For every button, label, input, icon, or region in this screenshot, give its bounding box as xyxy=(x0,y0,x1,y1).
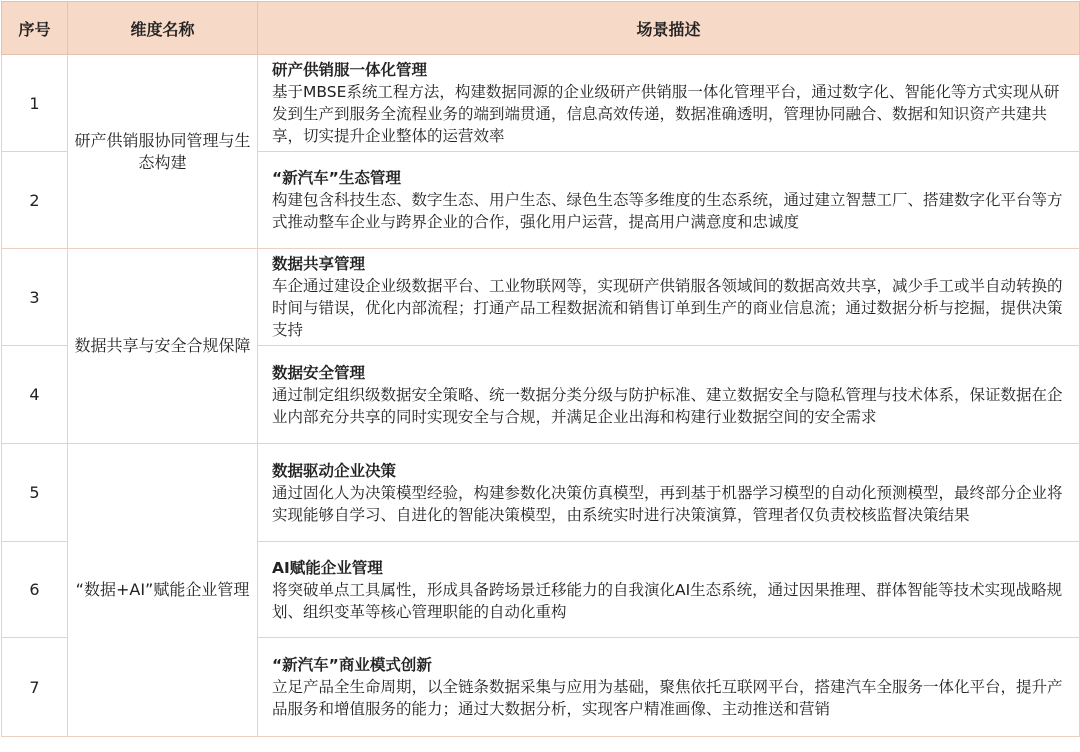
scenario-text: 基于MBSE系统工程方法，构建数据同源的企业级研产供销服一体化管理平台，通过数字化、智能化等方式实现从研发到生产到服务全流程业务的端到端贯通，信息高效传递，数据准确透明，管理协同融合、数据和知识资产共建共享，切实提升企业整体的运营效率 xyxy=(272,83,1060,145)
row-index: 5 xyxy=(2,444,68,542)
scenario-text: 立足产品全生命周期，以全链条数据采集与应用为基础，聚焦依托互联网平台，搭建汽车全服务一体化平台，提升产品服务和增值服务的能力；通过大数据分析，实现客户精准画像、主动推送和营销 xyxy=(272,678,1063,718)
scenario-title: “新汽车”生态管理 xyxy=(272,169,401,187)
header-scenario: 场景描述 xyxy=(258,2,1080,55)
scenario-text: 将突破单点工具属性，形成具备跨场景迁移能力的自我演化AI生态系统，通过因果推理、群体智能等技术实现战略规划、组织变革等核心管理职能的自动化重构 xyxy=(272,580,1063,621)
scenario-title: 研产供销服一体化管理 xyxy=(272,61,428,79)
dimension-cell: 研产供销服协同管理与生态构建 xyxy=(68,55,258,249)
scenario-title: 数据安全管理 xyxy=(272,363,366,382)
row-index: 1 xyxy=(2,55,68,152)
scenario-cell xyxy=(258,444,1080,542)
table-row xyxy=(2,55,1080,152)
scenario-title: 数据驱动企业决策 xyxy=(272,461,397,480)
scenario-title: 数据共享管理 xyxy=(272,255,366,273)
scenario-text: 构建包含科技生态、数字生态、用户生态、绿色生态等多维度的生态系统，通过建立智慧工厂、搭建数字化平台等方式推动整车企业与跨界企业的合作，强化用户运营，提高用户满意度和忠诚度 xyxy=(272,191,1063,231)
scenario-text: 通过固化人为决策模型经验，构建参数化决策仿真模型，再到基于机器学习模型的自动化预测模型，最终部分企业将实现能够自学习、自进化的智能决策模型，由系统实时进行决策演算，管理者仅负责校核监督决策结果 xyxy=(272,483,1063,524)
table-row xyxy=(2,249,1080,346)
scenario-title: AI赋能企业管理 xyxy=(272,558,383,577)
scenario-cell xyxy=(258,152,1080,249)
row-index: 4 xyxy=(2,346,68,444)
row-index: 6 xyxy=(2,542,68,638)
row-index: 7 xyxy=(2,638,68,737)
scenario-cell xyxy=(258,55,1080,152)
row-index: 3 xyxy=(2,249,68,346)
scenario-cell xyxy=(258,249,1080,346)
scenario-cell xyxy=(258,638,1080,737)
scenario-text: 通过制定组织级数据安全策略、统一数据分类分级与防护标准、建立数据安全与隐私管理与技术体系，保证数据在企业内部充分共享的同时实现安全与合规，并满足企业出海和构建行业数据空间的安全需求 xyxy=(272,385,1063,426)
dimension-cell: 数据共享与安全合规保障 xyxy=(68,249,258,444)
header-index: 序号 xyxy=(2,2,68,55)
row-index: 2 xyxy=(2,152,68,249)
scenario-text: 车企通过建设企业级数据平台、工业物联网等，实现研产供销服各领域间的数据高效共享，减少手工或半自动转换的时间与错误，优化内部流程；打通产品工程数据流和销售订单到生产的商业信息流；通过数据分析与挖掘，提供决策支持 xyxy=(272,277,1063,339)
scenario-cell xyxy=(258,542,1080,638)
table-row xyxy=(2,444,1080,542)
table-header-row xyxy=(2,2,1080,55)
dimension-cell: “数据+AI”赋能企业管理 xyxy=(68,444,258,737)
header-dimension: 维度名称 xyxy=(68,2,258,55)
scenario-title: “新汽车”商业模式创新 xyxy=(272,656,432,674)
scenario-cell xyxy=(258,346,1080,444)
scenario-table xyxy=(1,1,1080,737)
